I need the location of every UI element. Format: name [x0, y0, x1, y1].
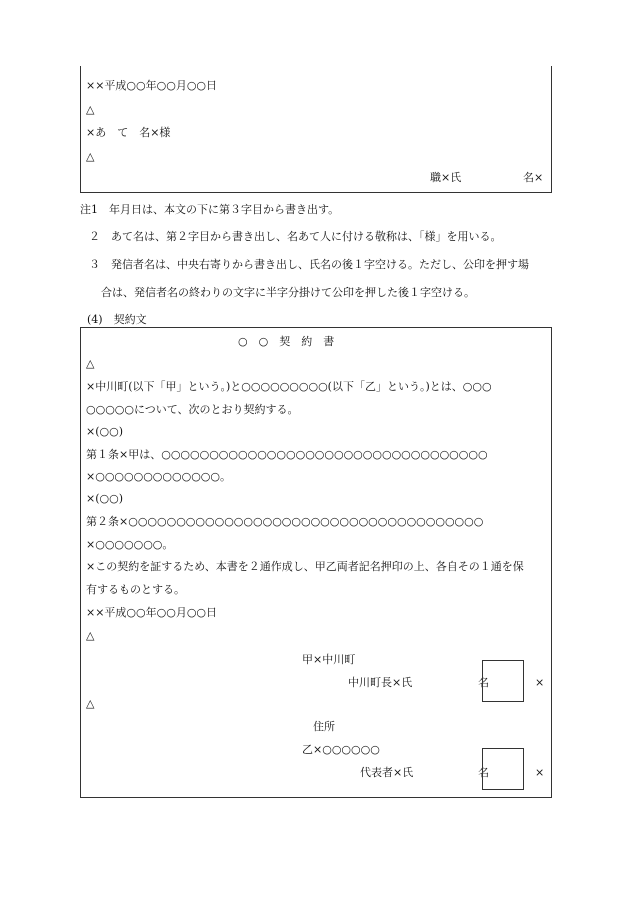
party-a-seal-box — [482, 660, 524, 702]
article-2-line2: ×○○○○○○○。 — [86, 538, 174, 551]
note-1: 注1 年月日は、本文の下に第３字目から書き出す。 — [80, 203, 340, 216]
article-2-caption: ×(○○) — [86, 492, 123, 505]
blank-line-marker: △ — [86, 629, 95, 642]
section-heading: (4) 契約文 — [87, 313, 147, 326]
blank-line-marker: △ — [86, 103, 95, 116]
letter-date: ××平成○○年○○月○○日 — [86, 79, 218, 92]
contract-title: ○ ○ 契 約 書 — [238, 335, 335, 348]
party-b-address: 住所 — [313, 720, 335, 733]
note-3-line2: 合は、発信者名の終わりの文字に半字分掛けて公印を押した後１字空ける。 — [101, 286, 475, 299]
blank-line-marker: △ — [86, 697, 95, 710]
contract-intro-line1: ×中川町(以下「甲」という。)と○○○○○○○○○(以下「乙」という。)とは、○○○ — [86, 380, 492, 393]
letter-addressee: ×あ て 名×様 — [86, 126, 171, 139]
party-a-representative: 中川町長×氏 — [348, 676, 413, 689]
party-b-seal-box — [482, 748, 524, 790]
party-a-label: 甲×中川町 — [302, 653, 356, 666]
note-3-line1: ３ 発信者名は、中央右寄りから書き出し、氏名の後１字空ける。ただし、公印を押す場 — [89, 258, 529, 271]
blank-line-marker: △ — [86, 150, 95, 163]
party-a-mark: × — [535, 676, 545, 689]
party-b-name-end: 名 — [478, 766, 489, 779]
party-b-label: 乙×○○○○○○ — [302, 743, 380, 756]
note-2: ２ あて名は、第２字目から書き出し、名あて人に付ける敬称は、「様」を用いる。 — [89, 230, 502, 243]
sender-title: 職×氏 — [430, 171, 462, 184]
blank-line-marker: △ — [86, 357, 95, 370]
contract-intro-line2: ○○○○○について、次のとおり契約する。 — [86, 403, 299, 416]
article-1-caption: ×(○○) — [86, 425, 123, 438]
party-a-name-end: 名 — [478, 676, 489, 689]
closing-line2: 有するものとする。 — [86, 583, 185, 596]
sender-name: 名× — [523, 171, 544, 184]
contract-date: ××平成○○年○○月○○日 — [86, 606, 218, 619]
article-1-line2: ×○○○○○○○○○○○○○。 — [86, 470, 231, 483]
party-b-mark: × — [535, 766, 545, 779]
closing-line1: ×この契約を証するため、本書を２通作成し、甲乙両者記名押印の上、各自その１通を保 — [86, 560, 524, 573]
party-b-representative: 代表者×氏 — [360, 766, 414, 779]
article-2-line1: 第２条×○○○○○○○○○○○○○○○○○○○○○○○○○○○○○○○○○○○○○ — [86, 515, 484, 528]
article-1-line1: 第１条×甲は、○○○○○○○○○○○○○○○○○○○○○○○○○○○○○○○○○○ — [86, 448, 488, 461]
